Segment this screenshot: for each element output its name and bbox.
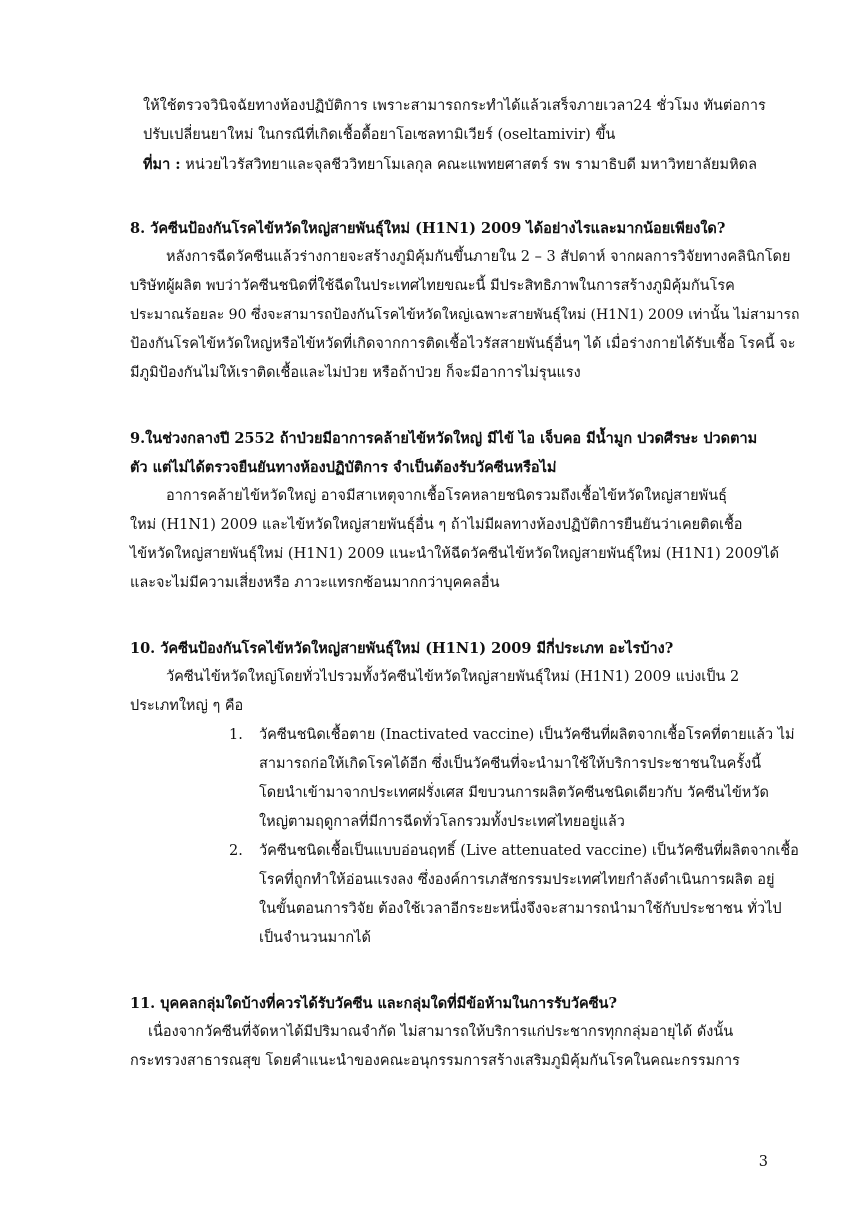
list-item-line: วัคซีนชนิดเชื้อตาย (Inactivated vaccine) เป็นวัคซีนที่ผลิตจากเชื้อโรคที่ตายแล้ว ไม่ bbox=[259, 727, 795, 743]
q11-line-1: เนื่องจากวัคซีนที่จัดหาได้มีปริมาณจำกัด ไม่สามารถให้บริการแก่ประชากรทุกกลุ่มอายุได้ ดังนั้น bbox=[148, 1024, 734, 1040]
source-line bbox=[143, 150, 768, 180]
q11-heading: 11. บุคคลกลุ่มใดบ้างที่ควรได้รับวัคซีน และกลุ่มใดที่มีข้อห้ามในการรับวัคซีน? bbox=[130, 995, 617, 1012]
list-item-line: วัคซีนชนิดเชื้อเป็นแบบอ่อนฤทธิ์ (Live attenuated vaccine) เป็นวัคซีนที่ผลิตจากเชื้อ bbox=[259, 843, 799, 859]
q10-line-1: วัคซีนไข้หวัดใหญ่โดยทั่วไปรวมทั้งวัคซีนไข้หวัดใหญ่สายพันธุ์ใหม่ (H1N1) 2009 แบ่งเป็น 2 bbox=[166, 669, 740, 685]
list-item-line: โดยนำเข้ามาจากประเทศฝรั่งเศส มีขบวนการผลิตวัคซีนชนิดเดียวกับ วัคซีนไข้หวัด bbox=[259, 785, 769, 801]
q8-line-5: มีภูมิป้องกันไม่ให้เราติดเชื้อและไม่ป่วย หรือถ้าป่วย ก็จะมีอาการไม่รุนแรง bbox=[130, 365, 581, 381]
q11-line-2: กระทรวงสาธารณสุข โดยคำแนะนำของคณะอนุกรรมการสร้างเสริมภูมิคุ้มกันโรคในคณะกรรมการ bbox=[130, 1053, 740, 1069]
list-item bbox=[229, 721, 795, 837]
q8-line-4: ป้องกันโรคไข้หวัดใหญ่หรือไข้หวัดที่เกิดจากการติดเชื้อไวรัสสายพันธุ์อื่นๆ ได้ เมื่อร่างกายได้รับเชื้อ โรคนี้ จะ bbox=[130, 336, 796, 352]
q8-line-3: ประมาณร้อยละ 90 ซึ่งจะสามารถป้องกันโรคไข้หวัดใหญ่เฉพาะสายพันธุ์ใหม่ (H1N1) 2009 เท่านั้น ไม่สามารถ bbox=[130, 307, 800, 323]
q9-heading-line-2: ตัว แต่ไม่ได้ตรวจยืนยันทางห้องปฏิบัติการ จำเป็นต้องรับวัคซีนหรือไม่ bbox=[130, 459, 557, 476]
q9-body bbox=[130, 482, 780, 598]
q11-body bbox=[130, 1018, 768, 1076]
q8-line-1: หลังการฉีดวัคซีนแล้วร่างกายจะสร้างภูมิคุ้มกันขึ้นภายใน 2 – 3 สัปดาห์ จากผลการวิจัยทางคลินิกโดย bbox=[166, 249, 791, 265]
q10-line-2: ประเภทใหญ่ ๆ คือ bbox=[130, 698, 244, 714]
source-text: หน่วยไวรัสวิทยาและจุลชีววิทยาโมเลกุล คณะแพทยศาสตร์ รพ รามาธิบดี มหาวิทยาลัยมหิดล bbox=[180, 157, 757, 173]
intro-line-2: ปรับเปลี่ยนยาใหม่ ในกรณีที่เกิดเชื้อดื้อยาโอเซลทามิเวียร์ (oseltamivir) ขึ้น bbox=[143, 127, 616, 143]
list-item-line: โรคที่ถูกทำให้อ่อนแรงลง ซึ่งองค์การเภสัชกรรมประเทศไทยกำลังดำเนินการผลิต อยู่ bbox=[259, 872, 775, 888]
q9-heading bbox=[130, 424, 768, 482]
list-item-line: ใหญ่ตามฤดูกาลที่มีการฉีดทั่วโลกรวมทั้งประเทศไทยอยู่แล้ว bbox=[259, 814, 625, 830]
list-item-line: ในขั้นตอนการวิจัย ต้องใช้เวลาอีกระยะหนึ่งจึงจะสามารถนำมาใช้กับประชาชน ทั่วไป bbox=[259, 901, 782, 917]
list-item-line: สามารถก่อให้เกิดโรคได้อีก ซึ่งเป็นวัคซีนที่จะนำมาใช้ให้บริการประชาชนในครั้งนี้ bbox=[259, 756, 762, 772]
q8-heading: 8. วัคซีนป้องกันโรคไข้หวัดใหญ่สายพันธุ์ใหม่ (H1N1) 2009 ได้อย่างไรและมากน้อยเพียงใด? bbox=[130, 220, 726, 237]
q9-line-2: ใหม่ (H1N1) 2009 และไข้หวัดใหญ่สายพันธุ์อื่น ๆ ถ้าไม่มีผลทางห้องปฏิบัติการยืนยันว่าเคยติดเชื้อ bbox=[130, 517, 743, 533]
q9-heading-line-1: 9.ในช่วงกลางปี 2552 ถ้าป่วยมีอาการคล้ายไข้หวัดใหญ่ มีไข้ ไอ เจ็บคอ มีน้ำมูก ปวดศีรษะ ปวดตาม bbox=[130, 430, 758, 447]
source-label: ที่มา : bbox=[143, 156, 181, 173]
q9-line-4: และจะไม่มีความเสี่ยงหรือ ภาวะแทรกซ้อนมากกว่าบุคคลอื่น bbox=[130, 575, 500, 591]
page-number: 3 bbox=[758, 1154, 768, 1170]
list-item-number: 1. bbox=[229, 727, 243, 743]
q8-line-2: บริษัทผู้ผลิต พบว่าวัคซีนชนิดที่ใช้ฉีดในประเทศไทยขณะนี้ มีประสิทธิภาพในการสร้างภูมิคุ้มกันโรค bbox=[130, 278, 735, 294]
list-item bbox=[229, 837, 799, 953]
q10-body bbox=[130, 663, 768, 721]
q9-line-3: ไข้หวัดใหญ่สายพันธุ์ใหม่ (H1N1) 2009 แนะนำให้ฉีดวัคซีนไข้หวัดใหญ่สายพันธุ์ใหม่ (H1N1) 2009ได้ bbox=[130, 546, 780, 562]
intro-line-1: ให้ใช้ตรวจวินิจฉัยทางห้องปฏิบัติการ เพราะสามารถกระทำได้แล้วเสร็จภายเวลา24 ชั่วโมง ทันต่อการ bbox=[143, 98, 766, 114]
vaccine-type-list bbox=[130, 721, 799, 953]
q8-body bbox=[130, 243, 800, 388]
list-item-number: 2. bbox=[229, 843, 243, 859]
q9-line-1: อาการคล้ายไข้หวัดใหญ่ อาจมีสาเหตุจากเชื้อโรคหลายชนิดรวมถึงเชื้อไข้หวัดใหญ่สายพันธุ์ bbox=[166, 488, 727, 504]
intro-block bbox=[130, 92, 768, 180]
q10-heading: 10. วัคซีนป้องกันโรคไข้หวัดใหญ่สายพันธุ์ใหม่ (H1N1) 2009 มีกี่ประเภท อะไรบ้าง? bbox=[130, 640, 674, 657]
list-item-line: เป็นจำนวนมากได้ bbox=[259, 930, 371, 946]
